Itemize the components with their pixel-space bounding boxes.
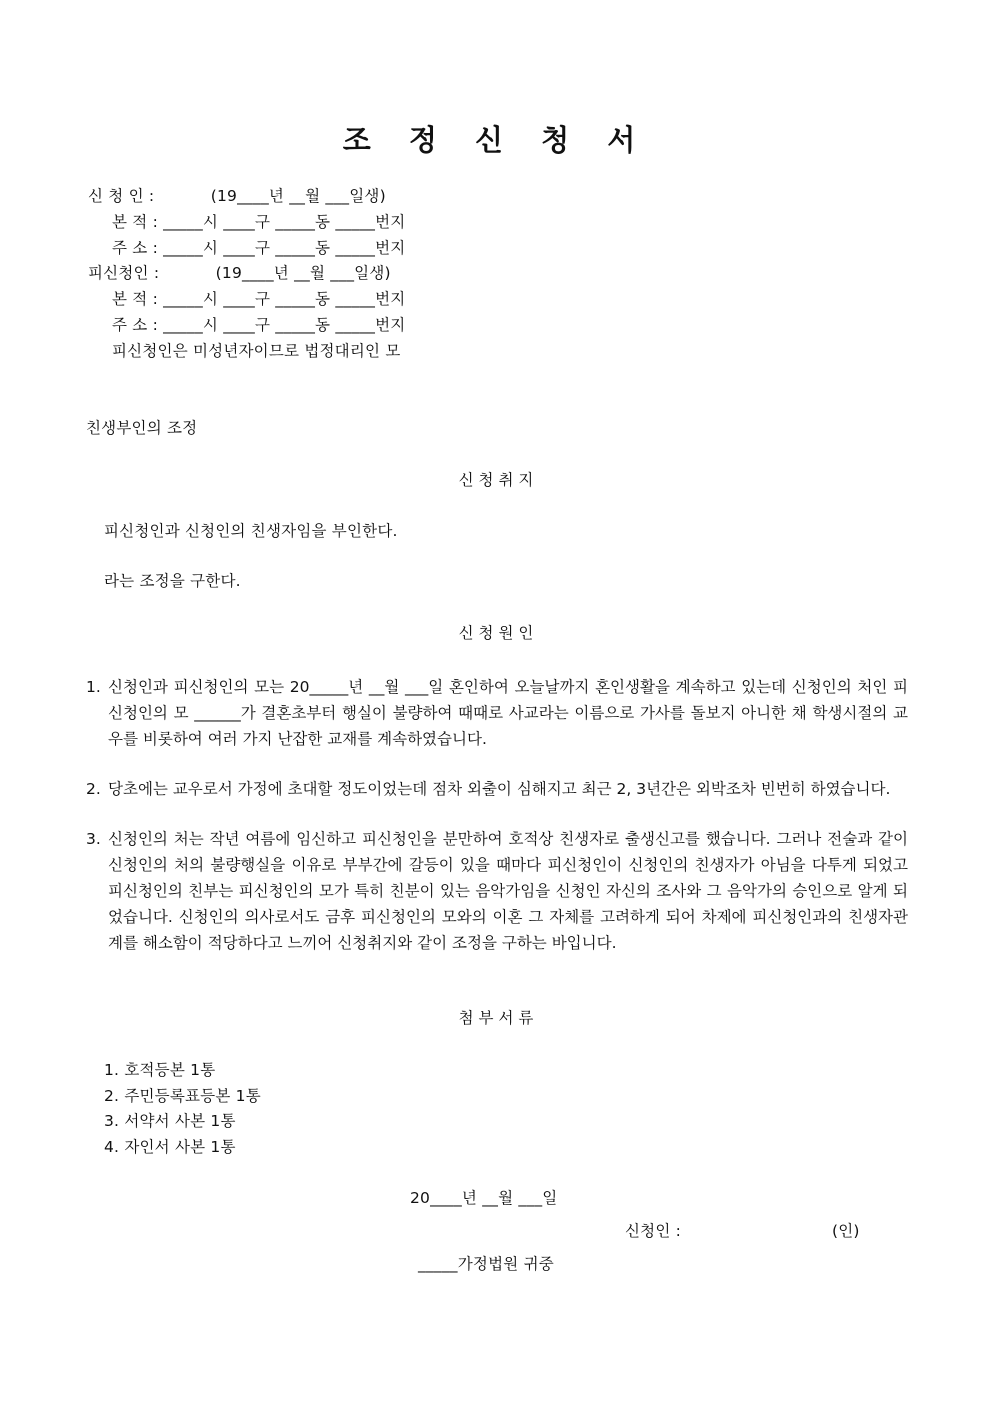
applicant-domicile: 본 적 : _____시 ____구 _____동 _____번지 <box>112 213 406 231</box>
attachment-item: 4. 자인서 사본 1통 <box>104 1138 236 1156</box>
cause-item-number: 2. <box>86 780 101 798</box>
seal-mark: (인) <box>832 1222 860 1240</box>
guardian-note: 피신청인은 미성년자이므로 법정대리인 모 <box>112 342 401 360</box>
cause-item-text: 당초에는 교우로서 가정에 초대할 정도이었는데 점차 외출이 심해지고 최근 2, 3년간은 외박조차 빈번히 하였습니다. <box>108 780 891 798</box>
signer-label: 신청인 : <box>625 1222 682 1240</box>
cause-heading: 신 청 원 인 <box>458 624 534 642</box>
court-addressee: _____가정법원 귀중 <box>418 1255 554 1273</box>
respondent-line: 피신청인 : (19____년 __월 ___일생) <box>88 264 391 282</box>
cause-item-number: 1. <box>86 678 101 696</box>
attachments-heading: 첨 부 서 류 <box>458 1009 534 1027</box>
filing-date: 20____년 __월 ___일 <box>410 1189 558 1207</box>
cause-item-number: 3. <box>86 830 101 848</box>
attachment-item: 1. 호적등본 1통 <box>104 1061 216 1079</box>
attachment-item: 3. 서약서 사본 1통 <box>104 1112 236 1130</box>
purpose-closing: 라는 조정을 구한다. <box>104 572 241 590</box>
applicant-line: 신 청 인 : (19____년 __월 ___일생) <box>88 187 386 205</box>
respondent-domicile: 본 적 : _____시 ____구 _____동 _____번지 <box>112 290 406 308</box>
case-name: 친생부인의 조정 <box>86 419 198 437</box>
respondent-address: 주 소 : _____시 ____구 _____동 _____번지 <box>112 316 406 334</box>
purpose-text: 피신청인과 신청인의 친생자임을 부인한다. <box>104 522 398 540</box>
purpose-heading: 신 청 취 지 <box>458 471 534 489</box>
cause-item-text: 신청인과 피신청인의 모는 20_____년 __월 ___일 혼인하여 오늘날까지 혼인생활을 계속하고 있는데 신청인의 처인 피신청인의 모 ______가 결혼초부터 행실이 불량하여 때때로 사교라는 이름으로 가사를 돌보지 아니한 채 학생시절의 교우를 비롯하여 여러 가지 난잡한 교재를 계속하였습니다. <box>108 678 908 748</box>
cause-item-text: 신청인의 처는 작년 여름에 임신하고 피신청인을 분만하여 호적상 친생자로 출생신고를 했습니다. 그러나 전술과 같이 신청인의 처의 불량행실을 이유로 부부간에 갈등이 있을 때마다 피신청인이 신청인의 친생자가 아님을 다투게 되었고 피신청인의 친부는 피신청인의 모가 특히 친분이 있는 음악가임을 신청인 자신의 조사와 그 음악가의 승인으로 알게 되었습니다. 신청인의 의사로서도 금후 피신청인의 모와의 이혼 그 자체를 고려하게 되어 차제에 피신청인과의 친생자관계를 해소함이 적당하다고 느끼어 신청취지와 같이 조정을 구하는 바입니다. <box>108 830 908 952</box>
applicant-address: 주 소 : _____시 ____구 _____동 _____번지 <box>112 239 406 257</box>
attachment-item: 2. 주민등록표등본 1통 <box>104 1087 261 1105</box>
document-title: 조 정 신 청 서 <box>342 123 650 157</box>
